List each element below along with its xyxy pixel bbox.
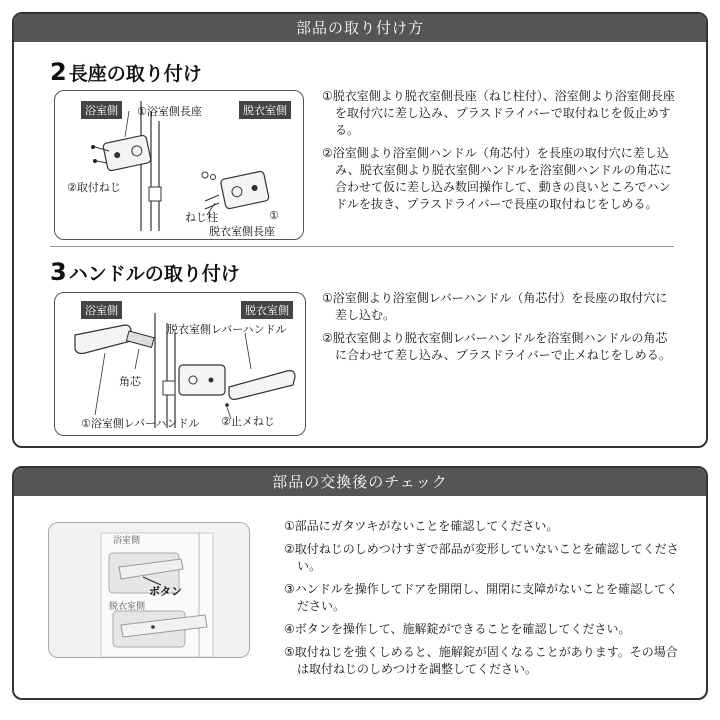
step2-label-bath-plate: ①浴室側長座 <box>137 105 202 118</box>
step2-instruction-1: ①脱衣室側より脱衣室側長座（ねじ柱付）、浴室側より浴室側長座を取付穴に差し込み、プラスドライバーで取付ねじを仮止めする。 <box>322 89 675 137</box>
check-item-5: ⑤取付ねじを強くしめると、施解錠が固くなることがあります。その場合は取付ねじのしめつけを調整してください。 <box>284 645 678 676</box>
check-list <box>284 518 684 684</box>
check-item-1: ①部品にガタツキがないことを確認してください。 <box>284 519 559 533</box>
step2-illustration <box>54 90 304 240</box>
photo-label-bath: 浴室側 <box>113 536 141 546</box>
step2-instruction-2: ②浴室側より浴室側ハンドル（角芯付）を長座の取付穴に差し込み、脱衣室側より脱衣室側ハンドルを浴室側ハンドルの角芯に合わせて仮に差し込み数回操作して、動きの良いところでハンドルを抜き、プラスドライバーで長座の取付ねじをしめる。 <box>322 146 672 211</box>
step3-label-set-screw: ②止メねじ <box>221 415 275 428</box>
step2-label-dressing-plate: 脱衣室側長座 <box>209 225 275 238</box>
step2-label-post: ねじ柱 <box>185 211 218 224</box>
step3-illustration <box>54 292 306 436</box>
check-item-3: ③ハンドルを操作してドアを開閉し、開閉に支障がないことを確認してください。 <box>284 582 679 613</box>
check-item-2: ②取付ねじのしめつけすぎで部品が変形していないことを確認してください。 <box>284 542 679 573</box>
step2-tag-dressing: 脱衣室側 <box>239 101 291 119</box>
step3-label-core: 角芯 <box>119 375 141 388</box>
check-item-4: ④ボタンを操作して、施解錠ができることを確認してください。 <box>284 622 631 636</box>
installation-header: 部品の取り付け方 <box>14 14 706 42</box>
step3-label-dressing-lever: 脱衣室側レバーハンドル <box>167 323 287 336</box>
step2-number: 2 <box>50 58 67 86</box>
step2-label-dressing-plate-num: ① <box>269 209 279 222</box>
step3-tag-dressing: 脱衣室側 <box>241 301 293 319</box>
step3-instruction-2: ②脱衣室側より脱衣室側レバーハンドルを浴室側ハンドルの角芯に合わせて差し込み、プラスドライバーで止メねじをしめる。 <box>322 331 671 362</box>
photo-label-button: ボタン <box>149 585 182 598</box>
step2-instructions <box>322 88 678 219</box>
step3-label-bath-lever: ①浴室側レバーハンドル <box>81 417 200 430</box>
installation-panel <box>12 12 708 448</box>
step3-title <box>50 258 240 286</box>
step2-title <box>50 58 202 86</box>
step2-label-screw: ②取付ねじ <box>67 181 121 194</box>
step2-title-text: 長座の取り付け <box>68 63 202 85</box>
check-photo <box>48 522 250 658</box>
step3-instruction-1: ①浴室側より浴室側レバーハンドル（角芯付）を長座の取付穴に差し込む。 <box>322 291 668 322</box>
check-panel <box>12 466 708 700</box>
check-header: 部品の交換後のチェック <box>14 468 706 496</box>
step3-tag-bath: 浴室側 <box>81 301 122 319</box>
photo-label-dressing: 脱衣室側 <box>109 602 146 612</box>
step3-title-text: ハンドルの取り付け <box>68 263 240 285</box>
step3-instructions <box>322 290 678 370</box>
step-divider <box>50 246 674 247</box>
step3-number: 3 <box>50 258 67 286</box>
step2-tag-bath: 浴室側 <box>81 101 122 119</box>
